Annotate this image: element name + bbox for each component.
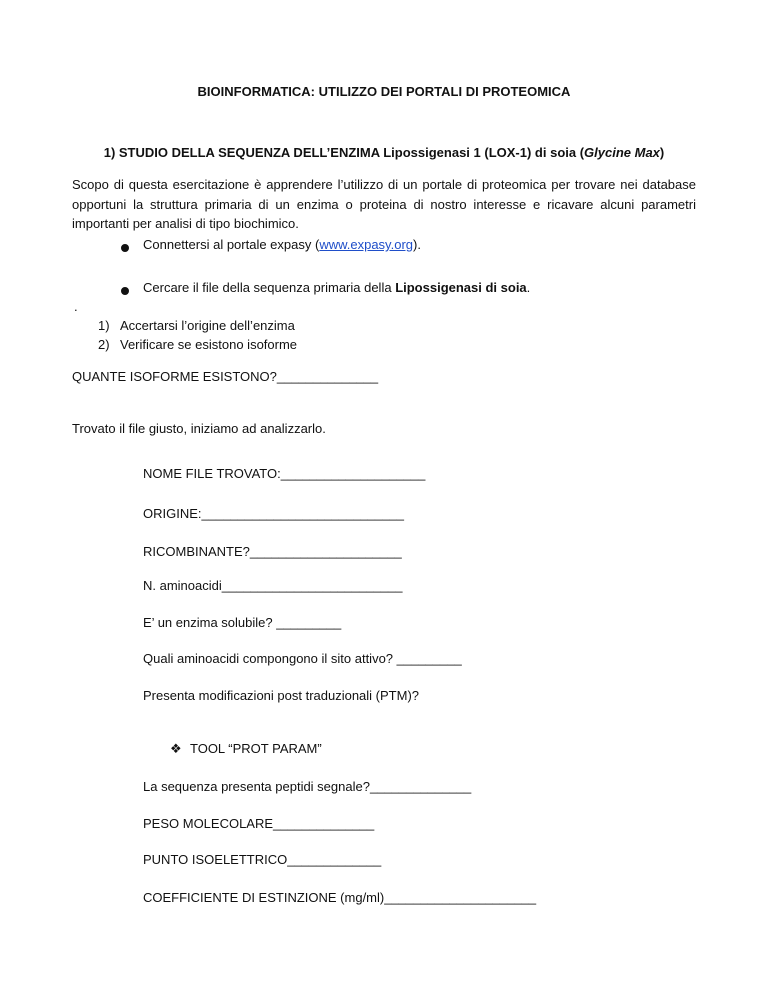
field-extinction-coefficient: COEFFICIENTE DI ESTINZIONE (mg/ml)_____________________: [143, 890, 537, 905]
bullet-text-end: ).: [413, 237, 421, 252]
species-name: Glycine Max: [584, 145, 660, 160]
field-active-site: Quali aminoacidi compongono il sito attivo? _________: [143, 651, 462, 666]
field-isoelectric-point: PUNTO ISOELETTRICO_____________: [143, 852, 382, 867]
section-title-suffix: ): [659, 145, 665, 160]
section-title-prefix: 1) STUDIO DELLA SEQUENZA DELL’ENZIMA Lipossigenasi 1 (LOX-1) di soia (: [103, 145, 585, 160]
bullet-text: Cercare il file della sequenza primaria della: [143, 280, 396, 295]
field-soluble: E’ un enzima solubile? _________: [143, 615, 342, 630]
item-number: 2): [98, 337, 110, 352]
stray-dot: .: [74, 299, 78, 314]
bullet-text-end: .: [526, 280, 531, 295]
enzyme-name: Lipossigenasi di soia: [395, 280, 527, 295]
tool-label: TOOL “PROT PARAM”: [190, 741, 322, 756]
bullet-icon: [121, 240, 129, 256]
main-title: BIOINFORMATICA: UTILIZZO DEI PORTALI DI PROTEOMICA: [197, 84, 571, 99]
item-text: Verificare se esistono isoforme: [120, 337, 298, 352]
numbered-item-1: [98, 318, 295, 334]
question-isoforms: QUANTE ISOFORME ESISTONO?______________: [72, 369, 379, 384]
bullet-icon: [121, 283, 129, 299]
expasy-link[interactable]: www.expasy.org: [319, 237, 413, 252]
intro-paragraph: Scopo di questa esercitazione è apprendere l’utilizzo di un portale di proteomica per trovare nei database opportuni la struttura primaria di un enzima o proteina di nostro interesse e ricavare alcuni parametri importanti per analisi di tipo biochimico.: [72, 177, 696, 231]
section-title: [0, 145, 768, 161]
diamond-bullet-icon: ❖: [170, 741, 182, 756]
found-file-text: Trovato il file giusto, iniziamo ad analizzarlo.: [72, 421, 326, 436]
field-recombinant: RICOMBINANTE?_____________________: [143, 544, 402, 559]
item-number: 1): [98, 318, 110, 333]
bullet-item-search: [143, 280, 530, 296]
field-amino-acids: N. aminoacidi_________________________: [143, 578, 403, 593]
bullet-text: Connettersi al portale expasy (: [143, 237, 320, 252]
field-origin: ORIGINE:____________________________: [143, 506, 404, 521]
bullet-item-connect: [143, 237, 421, 253]
field-ptm: Presenta modificazioni post traduzionali (PTM)?: [143, 688, 420, 703]
numbered-item-2: [98, 337, 298, 353]
field-signal-peptides: La sequenza presenta peptidi segnale?______________: [143, 779, 472, 794]
field-file-name: NOME FILE TROVATO:____________________: [143, 466, 426, 481]
item-text: Accertarsi l’origine dell’enzima: [120, 318, 295, 333]
field-molecular-weight: PESO MOLECOLARE______________: [143, 816, 375, 831]
